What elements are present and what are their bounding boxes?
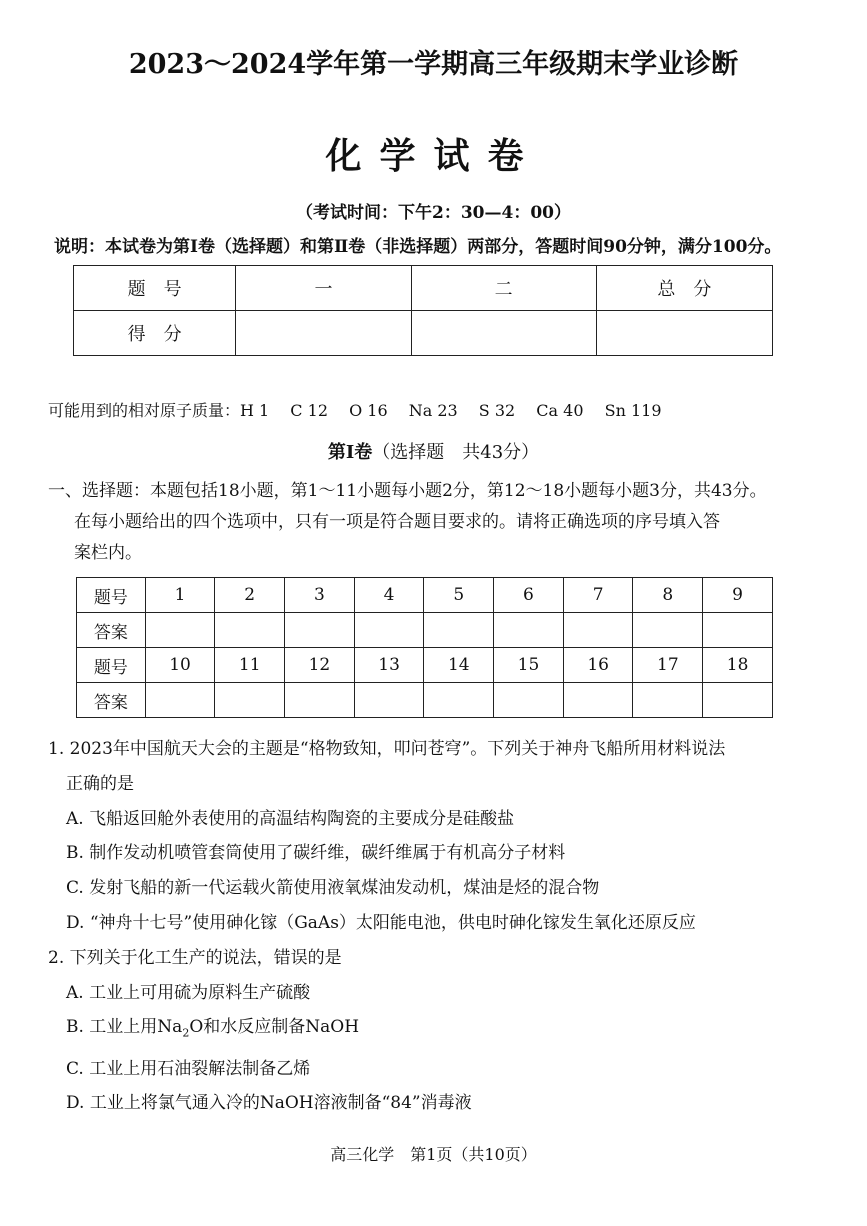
section-heading-detail: （选择题 共43分） [372, 442, 540, 463]
answer-entry-cell[interactable] [424, 613, 494, 648]
answer-table-number: 8 [633, 578, 703, 613]
score-entry-cell[interactable] [236, 311, 411, 356]
question-stem: 正确的是 [66, 773, 134, 794]
answer-table-number: 16 [563, 648, 633, 683]
answer-table-number: 7 [563, 578, 633, 613]
answer-table-answer-row [77, 613, 773, 648]
answer-table-number: 2 [215, 578, 285, 613]
exam-note: 说明：本试卷为第Ⅰ卷（选择题）和第Ⅱ卷（非选择题）两部分，答题时间90分钟，满分100分。 [54, 237, 782, 257]
question-1 [48, 732, 848, 941]
answer-table-number: 13 [354, 648, 424, 683]
question-stem: 2. 下列关于化工生产的说法，错误的是 [48, 947, 342, 968]
option-a: A. 飞船返回舱外表使用的高温结构陶瓷的主要成分是硅酸盐 [66, 808, 515, 829]
answer-table-number: 17 [633, 648, 703, 683]
answer-entry-cell[interactable] [494, 683, 564, 718]
answer-table-number: 18 [703, 648, 773, 683]
answer-entry-cell[interactable] [354, 613, 424, 648]
score-table-cell: 一 [236, 266, 411, 311]
answer-table-number: 3 [285, 578, 355, 613]
option-d: D. 工业上将氯气通入冷的NaOH溶液制备“84”消毒液 [66, 1093, 472, 1114]
instructions-line: 一、选择题：本题包括18小题，第1～11小题每小题2分，第12～18小题每小题3分，共43分。 [48, 481, 767, 501]
answer-table-number: 11 [215, 648, 285, 683]
answer-table-number: 4 [354, 578, 424, 613]
answer-entry-cell[interactable] [703, 683, 773, 718]
option-d: D. “神舟十七号”使用砷化镓（GaAs）太阳能电池，供电时砷化镓发生氧化还原反应 [66, 912, 696, 933]
question-list [48, 732, 848, 1121]
question-stem: 1. 2023年中国航天大会的主题是“格物致知，叩问苍穹”。下列关于神舟飞船所用材料说法 [48, 739, 726, 759]
answer-entry-cell[interactable] [145, 683, 215, 718]
instructions-line: 案栏内。 [74, 543, 142, 563]
answer-table-question-row [77, 648, 773, 683]
section-heading [0, 438, 867, 464]
score-table-score-row [74, 311, 773, 356]
score-table-header-row [74, 266, 773, 311]
score-table [73, 265, 773, 356]
option-c: C. 工业上用石油裂解法制备乙烯 [66, 1058, 311, 1079]
option-a: A. 工业上可用硫为原料生产硫酸 [66, 982, 311, 1003]
answer-table-number: 1 [145, 578, 215, 613]
answer-table-number: 5 [424, 578, 494, 613]
answer-entry-cell[interactable] [633, 683, 703, 718]
section-heading-title: 第Ⅰ卷 [327, 442, 373, 463]
option-c: C. 发射飞船的新一代运载火箭使用液氧煤油发动机，煤油是烃的混合物 [66, 878, 600, 899]
question-2 [48, 941, 848, 1121]
score-table-cell: 题 号 [74, 266, 236, 311]
score-table-cell: 二 [411, 266, 596, 311]
answer-table-number: 12 [285, 648, 355, 683]
score-table-cell: 得 分 [74, 311, 236, 356]
exam-subject-title: 化学试卷 [325, 135, 542, 177]
answer-entry-cell[interactable] [424, 683, 494, 718]
answer-entry-cell[interactable] [285, 613, 355, 648]
answer-table-number: 15 [494, 648, 564, 683]
answer-table-label: 答案 [77, 683, 146, 718]
answer-table-number: 14 [424, 648, 494, 683]
answer-table-question-row [77, 578, 773, 613]
answer-table-answer-row [77, 683, 773, 718]
answer-table [76, 577, 773, 718]
subscript: 2 [182, 1026, 190, 1040]
option-b-text: B. 工业上用Na [66, 1017, 183, 1038]
answer-entry-cell[interactable] [354, 683, 424, 718]
answer-entry-cell[interactable] [215, 613, 285, 648]
instructions [48, 476, 838, 569]
answer-entry-cell[interactable] [145, 613, 215, 648]
option-b: B. 制作发动机喷管套筒使用了碳纤维，碳纤维属于有机高分子材料 [66, 843, 566, 864]
answer-entry-cell[interactable] [494, 613, 564, 648]
instructions-line: 在每小题给出的四个选项中，只有一项是符合题目要求的。请将正确选项的序号填入答 [74, 512, 720, 532]
exam-time: （考试时间：下午2：30—4：00） [296, 203, 571, 223]
page-footer: 高三化学 第1页（共10页） [330, 1145, 537, 1164]
answer-table-number: 9 [703, 578, 773, 613]
answer-table-label: 题号 [77, 648, 146, 683]
answer-table-label: 题号 [77, 578, 146, 613]
score-table-cell: 总 分 [596, 266, 772, 311]
option-b [48, 1010, 848, 1051]
answer-entry-cell[interactable] [563, 683, 633, 718]
score-entry-cell[interactable] [411, 311, 596, 356]
answer-entry-cell[interactable] [285, 683, 355, 718]
atomic-masses: 可能用到的相对原子质量：H 1 C 12 O 16 Na 23 S 32 Ca 40 Sn 119 [48, 401, 662, 420]
exam-title: 2023～2024学年第一学期高三年级期末学业诊断 [128, 49, 739, 80]
answer-entry-cell[interactable] [703, 613, 773, 648]
answer-entry-cell[interactable] [563, 613, 633, 648]
answer-table-number: 10 [145, 648, 215, 683]
answer-table-number: 6 [494, 578, 564, 613]
answer-table-label: 答案 [77, 613, 146, 648]
score-entry-cell[interactable] [596, 311, 772, 356]
answer-entry-cell[interactable] [633, 613, 703, 648]
option-b-text: O和水反应制备NaOH [189, 1017, 360, 1038]
answer-entry-cell[interactable] [215, 683, 285, 718]
